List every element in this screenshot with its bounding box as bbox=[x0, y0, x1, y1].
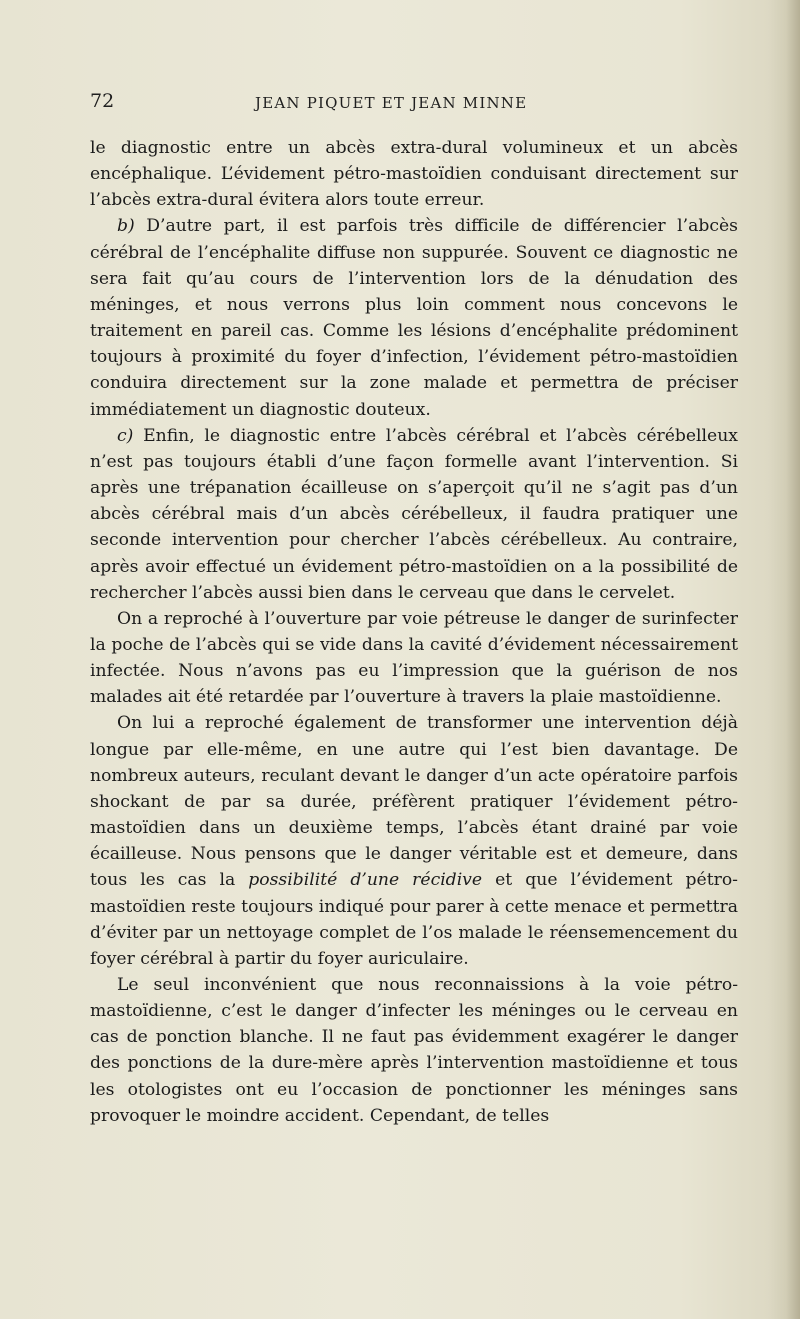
list-label-c: c) bbox=[117, 425, 134, 446]
paragraph-continued: le diagnostic entre un abcès extra-dural volumineux et un abcès encéphalique. L’évidement pétro-mastoïdien conduisant directement sur l’abcès extra-dural évitera alors toute erreur. bbox=[90, 138, 738, 211]
paragraph-c-text: Enfin, le diagnostic entre l’abcès cérébral et l’abcès cérébelleux n’est pas toujours établi d’une façon formelle avant l’intervention. Si après une trépanation écailleuse on s’aperçoit qu’il ne s’agit pas d’un abcès cérébral mais d’un abcès cérébelleux, il faudra pratiquer une seconde intervention pour chercher l’abcès cérébelleux. Au contraire, après avoir effectué un évidement pétro-mastoïdien on a la possibilité de rechercher l’abcès aussi bien dans le cerveau que dans le cervelet. bbox=[90, 425, 738, 603]
paragraph-duration bbox=[90, 710, 738, 972]
paragraph-c bbox=[90, 423, 738, 606]
italic-phrase: possibilité d’une récidive bbox=[248, 870, 483, 891]
paragraph-b bbox=[90, 213, 738, 422]
page-header bbox=[90, 90, 738, 116]
paragraph-duration-text-b: et que l’évidement pétro-mastoïdien reste toujours indiqué pour parer à cette menace et permettra d’éviter par un nettoyage complet de l’os malade le réensemencement du foyer cérébral à partir du foyer auriculaire. bbox=[90, 870, 738, 969]
page-number: 72 bbox=[90, 90, 115, 112]
paragraph-inconvenient: Le seul inconvénient que nous reconnaissions à la voie pétro-mastoïdienne, c’est le danger d’infecter les méninges ou le cerveau en cas de ponction blanche. Il ne faut pas évidemment exagérer le danger des ponctions de la dure-mère après l’intervention mastoïdienne et tous les otologistes ont eu l’occasion de ponctionner les méninges sans provoquer le moindre accident. Cependant, de telles bbox=[90, 975, 738, 1126]
paragraph-surinfection: On a reproché à l’ouverture par voie pétreuse le danger de surinfecter la poche de l’abcès qui se vide dans la cavité d’évidement nécessairement infectée. Nous n’avons pas eu l’impression que la guérison de nos malades ait été retardée par l’ouverture à travers la plaie mastoïdienne. bbox=[90, 608, 738, 708]
paragraph-duration-text-a: On lui a reproché également de transformer une intervention déjà longue par elle-même, en une autre qui l’est bien davantage. De nombreux auteurs, reculant devant le danger d’un acte opératoire parfois shockant de par sa durée, préfèrent pratiquer l’évidement pétro-mastoïdien dans un deuxième temps, l’abcès étant drainé par voie écailleuse. Nous pensons que le danger véritable est et demeure, dans tous les cas la bbox=[90, 713, 738, 891]
body-text bbox=[90, 135, 738, 1129]
list-label-b: b) bbox=[117, 216, 135, 237]
paragraph-b-text: D’autre part, il est parfois très difficile de différencier l’abcès cérébral de l’encéphalite diffuse non suppurée. Souvent ce diagnostic ne sera fait qu’au cours de l’intervention lors de la dénudation des méninges, et nous verrons plus loin comment nous concevons le traitement en pareil cas. Comme les lésions d’encéphalite prédominent toujours à proximité du foyer d’infection, l’évidement pétro-mastoïdien conduira directement sur la zone malade et permettra de préciser immédiatement un diagnostic douteux. bbox=[90, 216, 738, 420]
page-edge-shadow bbox=[786, 0, 800, 1319]
running-head: JEAN PIQUET ET JEAN MINNE bbox=[255, 94, 528, 112]
